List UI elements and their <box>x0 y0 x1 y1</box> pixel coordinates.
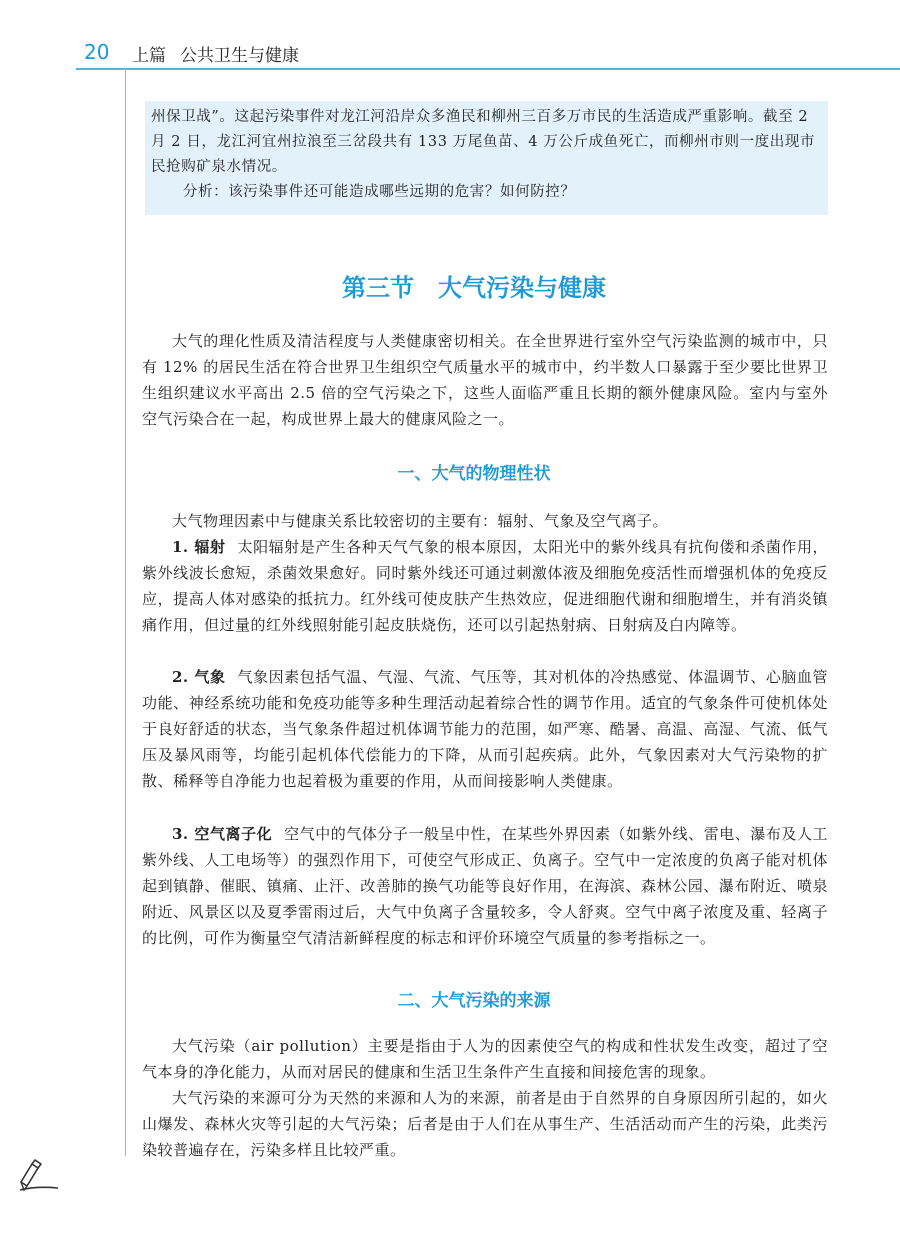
pollution-sources-paragraph: 大气污染的来源可分为天然的来源和人为的来源，前者是由于自然界的自身原因所引起的，如火山爆发、森林火灾等引起的大气污染；后者是由于人们在从事生产、生活活动而产生的污染，此类污染较普遍存在，污染多样且比较严重。 <box>142 1089 828 1159</box>
pen-nib-icon <box>18 1158 60 1192</box>
subsection-heading-1: 一、大气的物理性状 <box>397 464 551 484</box>
section-title <box>0 268 900 303</box>
case-question: 分析：该污染事件还可能造成哪些远期的危害？如何防控？ <box>182 184 576 200</box>
case-study-box <box>145 101 828 215</box>
ionization-paragraph <box>142 821 828 951</box>
header-rule <box>76 68 900 70</box>
intro-paragraph: 大气的理化性质及清洁程度与人类健康密切相关。在全世界进行室外空气污染监测的城市中，只有 12% 的居民生活在符合世界卫生组织空气质量水平的城市中，约半数人口暴露于至少要比世界卫生组织建议水平高出 2.5 倍的空气污染之下，这些人面临严重且长期的额外健康风险。室内与室外空气污染合在一起，构成世界上最大的健康风险之一。 <box>142 332 828 428</box>
ionization-text: 空气中的气体分子一般呈中性，在某些外界因素（如紫外线、雷电、瀑布及人工紫外线、人工电场等）的强烈作用下，可使空气形成正、负离子。空气中一定浓度的负离子能对机体起到镇静、催眠、镇痛、止汗、改善肺的换气功能等良好作用，在海滨、森林公园、瀑布附近、喷泉附近、风景区以及夏季雷雨过后，大气中负离子含量较多，令人舒爽。空气中离子浓度及重、轻离子的比例，可作为衡量空气清洁新鲜程度的标志和评价环境空气质量的参考指标之一。 <box>142 825 828 947</box>
pollution-definition-paragraph: 大气污染（air pollution）主要是指由于人为的因素使空气的构成和性状发生改变，超过了空气本身的净化能力，从而对居民的健康和生活卫生条件产生直接和间接危害的现象。 <box>142 1037 828 1081</box>
section-name: 大气污染与健康 <box>438 274 606 302</box>
weather-paragraph <box>142 664 828 794</box>
weather-term: 2. 气象 <box>172 668 226 686</box>
case-text: 州保卫战”。这起污染事件对龙江河沿岸众多渔民和柳州三百多万市民的生活造成严重影响。截至 2 月 2 日，龙江河宜州拉浪至三岔段共有 133 万尾鱼苗、4 万公斤成鱼死亡，而柳州市则一度出现市民抢购矿泉水情况。 <box>151 109 816 175</box>
radiation-text: 太阳辐射是产生各种天气气象的根本原因，太阳光中的紫外线具有抗佝偻和杀菌作用，紫外线波长愈短，杀菌效果愈好。同时紫外线还可通过刺激体液及细胞免疫活性而增强机体的免疫反应，提高人体对感染的抵抗力。红外线可使皮肤产生热效应，促进细胞代谢和细胞增生，并有消炎镇痛作用，但过量的红外线照射能引起皮肤烧伤，还可以引起热射病、日射病及白内障等。 <box>142 538 828 634</box>
physical-factors-lead: 大气物理因素中与健康关系比较密切的主要有：辐射、气象及空气离子。 <box>172 512 669 530</box>
radiation-paragraph <box>142 534 828 638</box>
subsection-heading-2: 二、大气污染的来源 <box>397 991 551 1011</box>
weather-text: 气象因素包括气温、气湿、气流、气压等，其对机体的冷热感觉、体温调节、心脑血管功能、神经系统功能和免疫功能等多种生理活动起着综合性的调节作用。适宜的气象条件可使机体处于良好舒适的状态，当气象条件超过机体调节能力的范围，如严寒、酷暑、高温、高湿、气流、低气压及暴风雨等，均能引起机体代偿能力的下降，从而引起疾病。此外，气象因素对大气污染物的扩散、稀释等自净能力也起着极为重要的作用，从而间接影响人类健康。 <box>142 668 828 790</box>
part-label: 上篇 <box>132 46 166 66</box>
page-number: 20 <box>84 40 110 64</box>
page-header <box>0 0 900 70</box>
ionization-term: 3. 空气离子化 <box>172 825 273 843</box>
chapter-title: 公共卫生与健康 <box>180 46 299 66</box>
radiation-term: 1. 辐射 <box>172 538 226 556</box>
section-number: 第三节 <box>342 274 414 302</box>
running-title <box>132 41 299 66</box>
